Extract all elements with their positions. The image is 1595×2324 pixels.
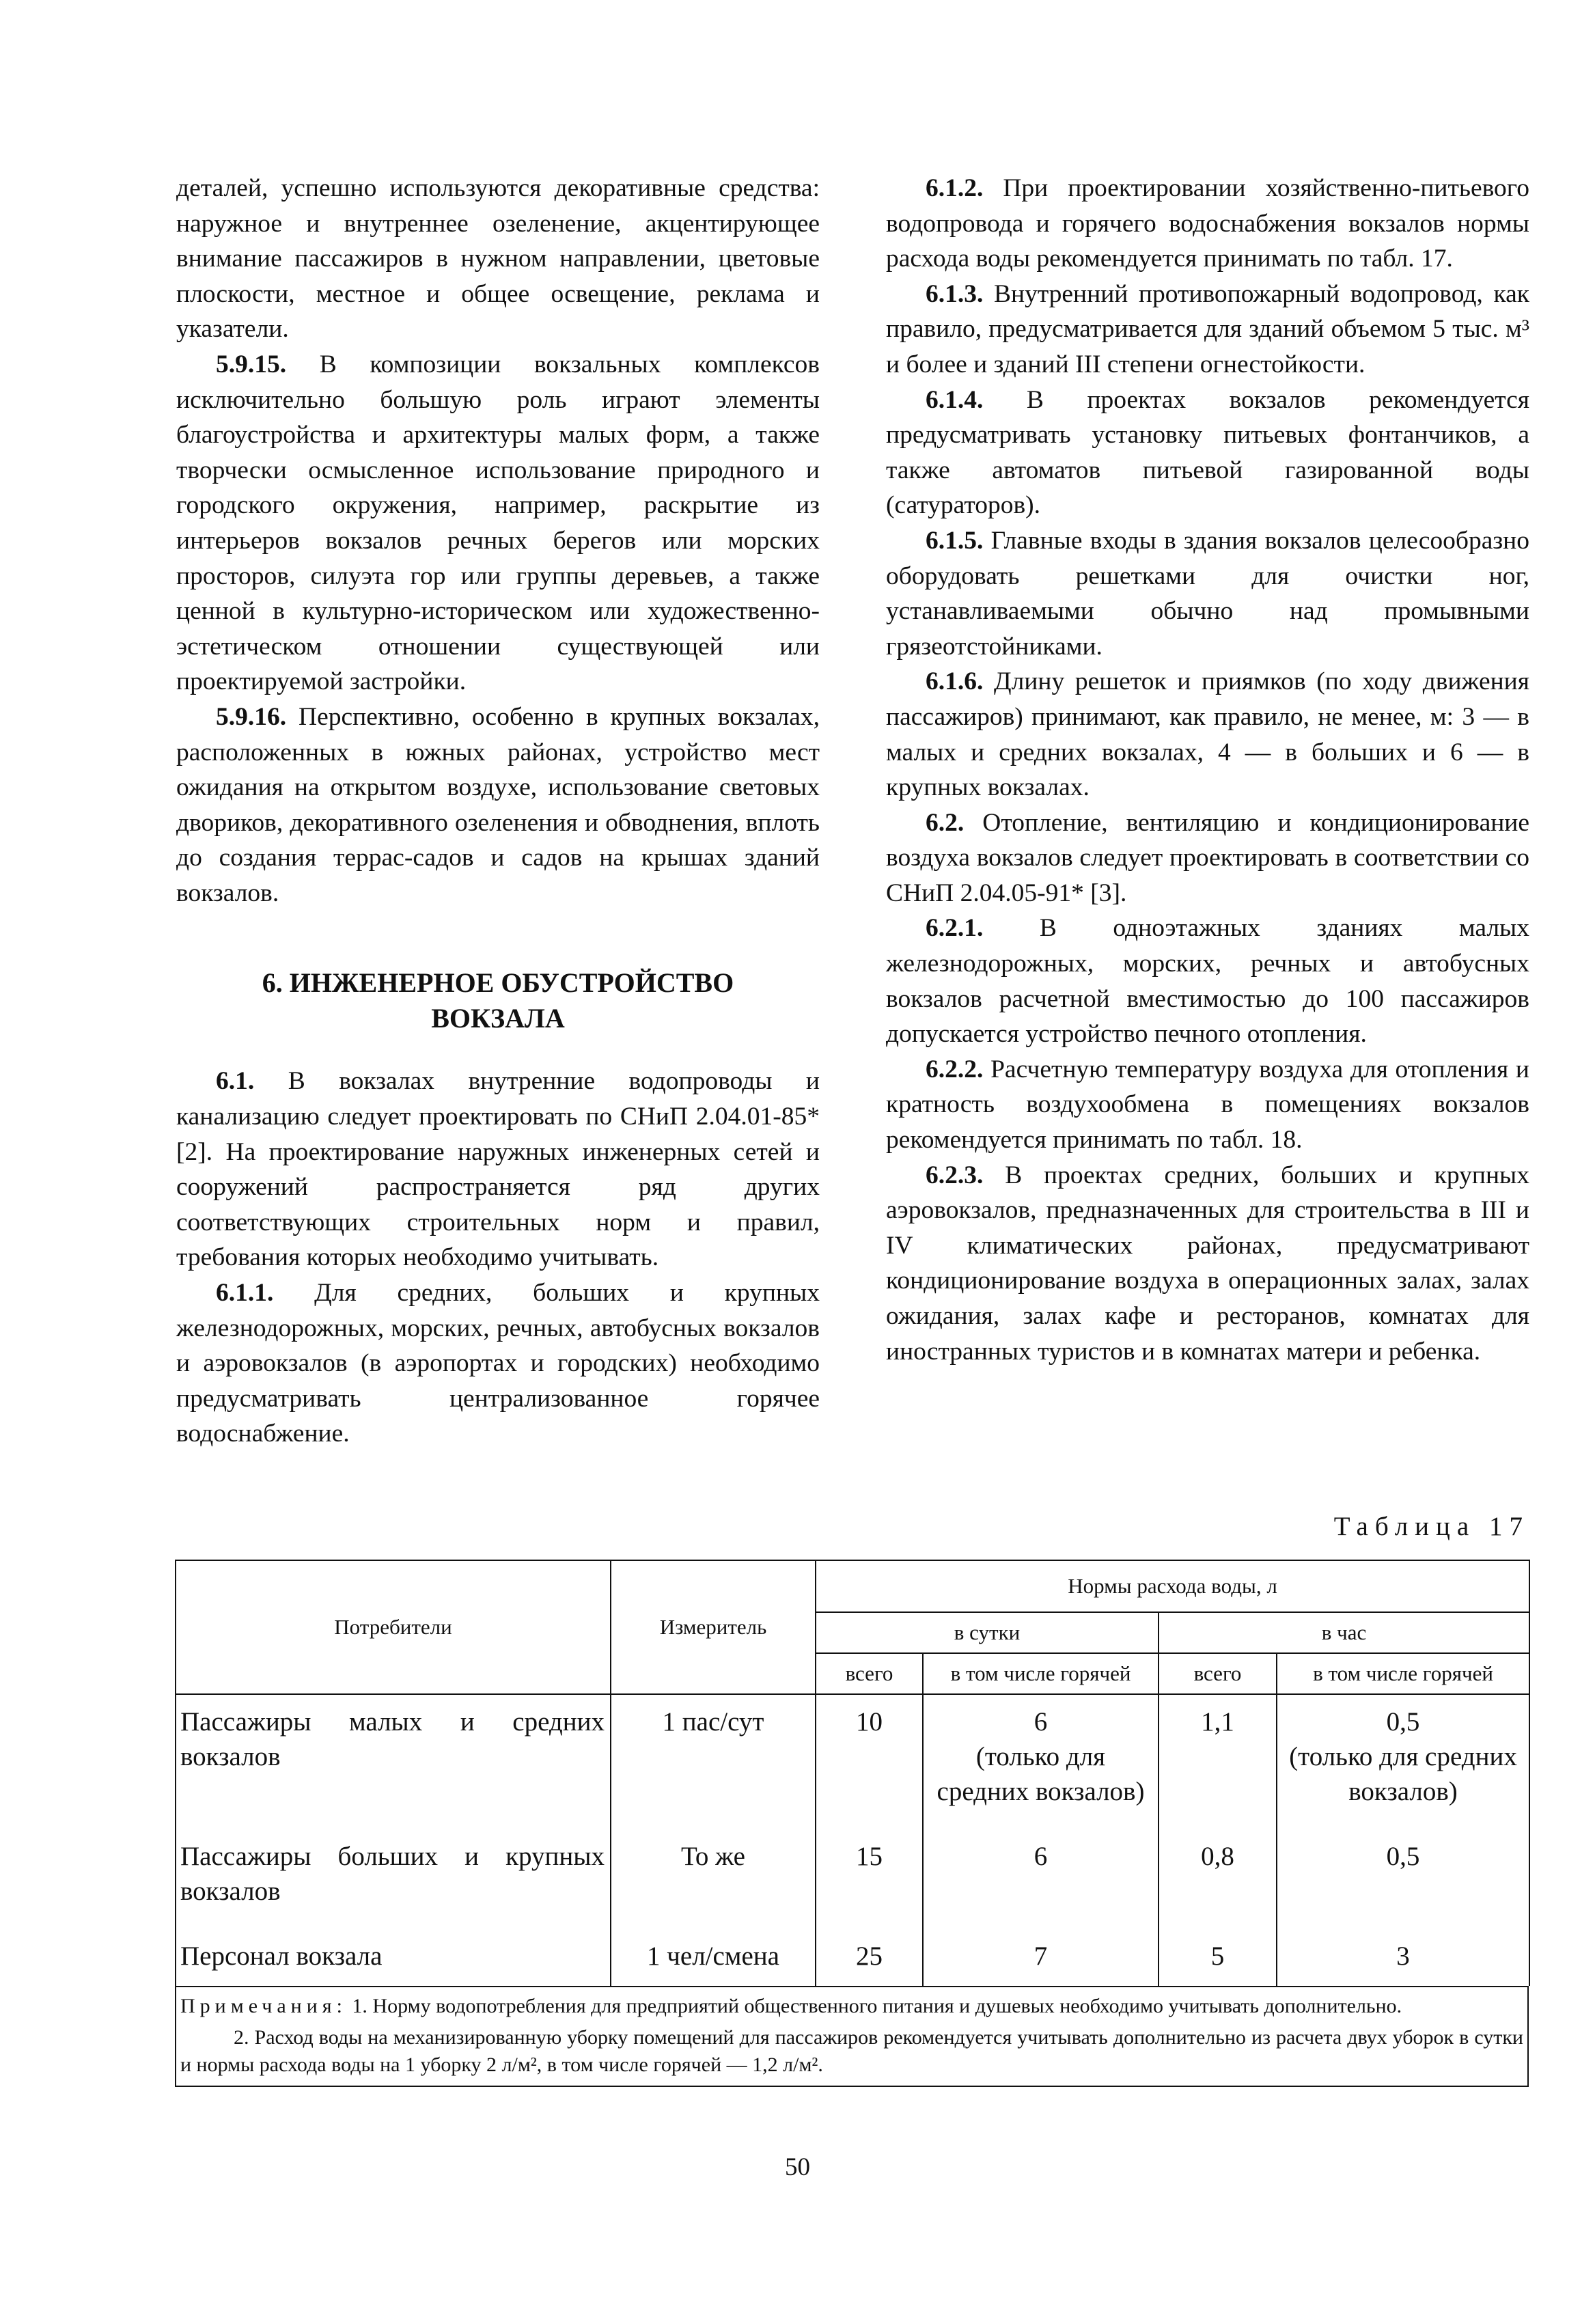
paragraph-5-9-15 xyxy=(176,347,820,700)
clause-number: 6.1.6. xyxy=(926,667,984,696)
clause-text: В проектах вокзалов рекомендуется предусматривать установку питьевых фонтанчиков, а также автоматов питьевой газированной воды (сатураторов). xyxy=(886,385,1529,520)
clause-number: 6.1.4. xyxy=(926,385,984,414)
clause-text: При проектировании хозяйственно-питьевого водопровода и горячего водоснабжения вокзалов нормы расхода воды рекомендуется принимать по табл. 17. xyxy=(886,174,1529,273)
paragraph-6-1-2 xyxy=(886,171,1529,277)
header-per-hour: в час xyxy=(1159,1612,1529,1653)
left-column xyxy=(176,171,820,1452)
paragraph-6-2 xyxy=(886,805,1529,911)
notes-label: Примечания: xyxy=(180,1995,347,2017)
water-norms-table xyxy=(175,1560,1529,2087)
cell-day-hot xyxy=(923,1694,1159,1829)
clause-number: 6.1. xyxy=(216,1067,255,1096)
cell-hour-total: 1,1 xyxy=(1159,1694,1277,1829)
clause-text: Расчетную температуру воздуха для отопления и кратность воздухообмена в помещениях вокзалов рекомендуется принимать по табл. 18. xyxy=(886,1055,1530,1154)
cell-value: 0,5 xyxy=(1386,1707,1420,1737)
clause-number: 6.2.2. xyxy=(926,1055,984,1083)
cell-unit: 1 чел/смена xyxy=(611,1929,816,1986)
cell-day-total: 10 xyxy=(816,1694,923,1829)
table-row xyxy=(176,1929,1529,1986)
paragraph-6-2-3 xyxy=(886,1158,1529,1370)
cell-note: (только для средних вокзалов) xyxy=(1289,1742,1517,1806)
cell-consumer: Пассажиры больших и крупных вокзалов xyxy=(176,1829,611,1929)
table-row xyxy=(176,1829,1529,1929)
paragraph-6-1-6 xyxy=(886,664,1529,805)
cell-day-hot: 7 xyxy=(923,1929,1159,1986)
page-number: 50 xyxy=(785,2153,810,2181)
clause-number: 6.2.1. xyxy=(926,914,984,943)
header-unit: Измеритель xyxy=(611,1560,816,1694)
header-norms: Нормы расхода воды, л xyxy=(816,1560,1529,1612)
paragraph-6-1-5 xyxy=(886,523,1529,664)
paragraph-6-1 xyxy=(176,1064,820,1275)
header-consumers: Потребители xyxy=(176,1560,611,1694)
table-notes xyxy=(175,1986,1529,2087)
cell-consumer: Пассажиры малых и средних вокзалов xyxy=(176,1694,611,1829)
table-row xyxy=(176,1694,1529,1829)
header-row xyxy=(176,1560,1529,1612)
clause-text: Длину решеток и приямков (по ходу движения пассажиров) принимают, как правило, не менее, м: 3 — в малых и средних вокзалах, 4 — в больших и 6 — в крупных вокзалах. xyxy=(886,667,1530,802)
cell-day-total: 15 xyxy=(816,1829,923,1929)
clause-number: 6.1.1. xyxy=(216,1279,274,1308)
right-column xyxy=(886,171,1529,1369)
cell-value: 6 xyxy=(1034,1707,1048,1737)
clause-text: Отопление, вентиляцию и кондиционирование воздуха вокзалов следует проектировать в соответствии со СНиП 2.04.05-91* [3]. xyxy=(886,808,1530,907)
section-heading: 6. ИНЖЕНЕРНОЕ ОБУСТРОЙСТВО ВОКЗАЛА xyxy=(262,967,734,1034)
clause-number: 6.1.2. xyxy=(926,174,984,202)
clause-text: Внутренний противопожарный водопровод, как правило, предусматривается для зданий объемом 5 тыс. м³ и более и зданий III степени огнестойкости. xyxy=(886,279,1530,378)
clause-number: 6.1.3. xyxy=(926,279,984,308)
cell-hour-total: 0,8 xyxy=(1159,1829,1277,1929)
cell-hour-hot: 0,5 xyxy=(1277,1829,1529,1929)
clause-text: Для средних, больших и крупных железнодорожных, морских, речных, автобусных вокзалов и аэровокзалов (в аэропортах и городских) необходимо предусматривать централизованное горячее водоснабжение. xyxy=(176,1279,820,1448)
paragraph-6-1-3 xyxy=(886,277,1529,383)
cell-unit: То же xyxy=(611,1829,816,1929)
header-day-hot: в том числе горячей xyxy=(923,1653,1159,1694)
norms-table xyxy=(175,1560,1530,1986)
clause-number: 5.9.16. xyxy=(216,702,287,731)
note-1 xyxy=(180,1993,1523,2020)
paragraph: деталей, успешно используются декоративные средства: наружное и внутреннее озеленение, акцентирующее внимание пассажиров в нужном направлении, цветовые плоскости, местное и общее освещение, реклама и указатели. xyxy=(176,174,820,344)
paragraph-6-1-1 xyxy=(176,1275,820,1452)
clause-text: В вокзалах внутренние водопроводы и канализацию следует проектировать по СНиП 2.04.01-85* [2]. На проектирование наружных инженерных сетей и сооружений распространяется ряд других соответствующих строительных норм и правил, требования которых необходимо учитывать. xyxy=(176,1067,820,1272)
clause-text: Главные входы в здания вокзалов целесообразно оборудовать решетками для очистки ног, устанавливаемыми обычно над промывными грязеотстойниками. xyxy=(886,526,1529,661)
header-hour-hot: в том числе горячей xyxy=(1277,1653,1529,1694)
cell-hour-total: 5 xyxy=(1159,1929,1277,1986)
cell-unit: 1 пас/сут xyxy=(611,1694,816,1829)
note-2: 2. Расход воды на механизированную уборку помещений для пассажиров рекомендуется учитывать дополнительно из расчета двух уборок в сутки и нормы расхода воды на 1 уборку 2 л/м², в том числе горячей — 1,2 л/м². xyxy=(180,2026,1523,2076)
cell-hour-hot xyxy=(1277,1694,1529,1829)
clause-text: В проектах средних, больших и крупных аэровокзалов, предназначенных для строительства в III и IV климатических районах, предусматривают кондиционирование воздуха в операционных залах, залах ожидания, залах кафе и ресторанов, комнатах для иностранных туристов и в комнатах матери и ребенка. xyxy=(886,1161,1529,1366)
cell-hour-hot: 3 xyxy=(1277,1929,1529,1986)
header-per-day: в сутки xyxy=(816,1612,1159,1653)
header-day-total: всего xyxy=(816,1653,923,1694)
paragraph-6-2-2 xyxy=(886,1052,1529,1158)
clause-number: 6.2. xyxy=(926,808,965,837)
paragraph-5-9-16 xyxy=(176,700,820,911)
cell-day-total: 25 xyxy=(816,1929,923,1986)
cell-note: (только для средних вокзалов) xyxy=(937,1742,1145,1806)
cell-day-hot: 6 xyxy=(923,1829,1159,1929)
cell-consumer: Персонал вокзала xyxy=(176,1929,611,1986)
paragraph-6-2-1 xyxy=(886,911,1529,1051)
clause-text: В композиции вокзальных комплексов исключительно большую роль играют элементы благоустройства и архитектуры малых форм, а также творчески осмысленное использование природного и городского окружения, например, раскрытие из интерьеров вокзалов речных берегов или морских просторов, силуэта гор или группы деревьев, а также ценной в культурно-историческом или художественно-эстетическом отношении существующей или проектируемой застройки. xyxy=(176,350,820,696)
paragraph-6-1-4 xyxy=(886,383,1529,523)
note-1-text: 1. Норму водопотребления для предприятий общественного питания и душевых необходимо учитывать дополнительно. xyxy=(352,1995,1402,2017)
clause-text: Перспективно, особенно в крупных вокзалах, расположенных в южных районах, устройство мест ожидания на открытом воздухе, использование световых двориков, декоративного озеленения и обводнения, вплоть до создания террас-садов и садов на крышах зданий вокзалов. xyxy=(176,702,820,907)
clause-number: 6.2.3. xyxy=(926,1161,984,1189)
table-caption: Таблица 17 xyxy=(1333,1512,1529,1541)
header-hour-total: всего xyxy=(1159,1653,1277,1694)
clause-number: 5.9.15. xyxy=(216,350,287,378)
clause-text: В одноэтажных зданиях малых железнодорожных, морских, речных и автобусных вокзалов расчетной вместимостью до 100 пассажиров допускается устройство печного отопления. xyxy=(886,914,1529,1049)
clause-number: 6.1.5. xyxy=(926,526,984,555)
